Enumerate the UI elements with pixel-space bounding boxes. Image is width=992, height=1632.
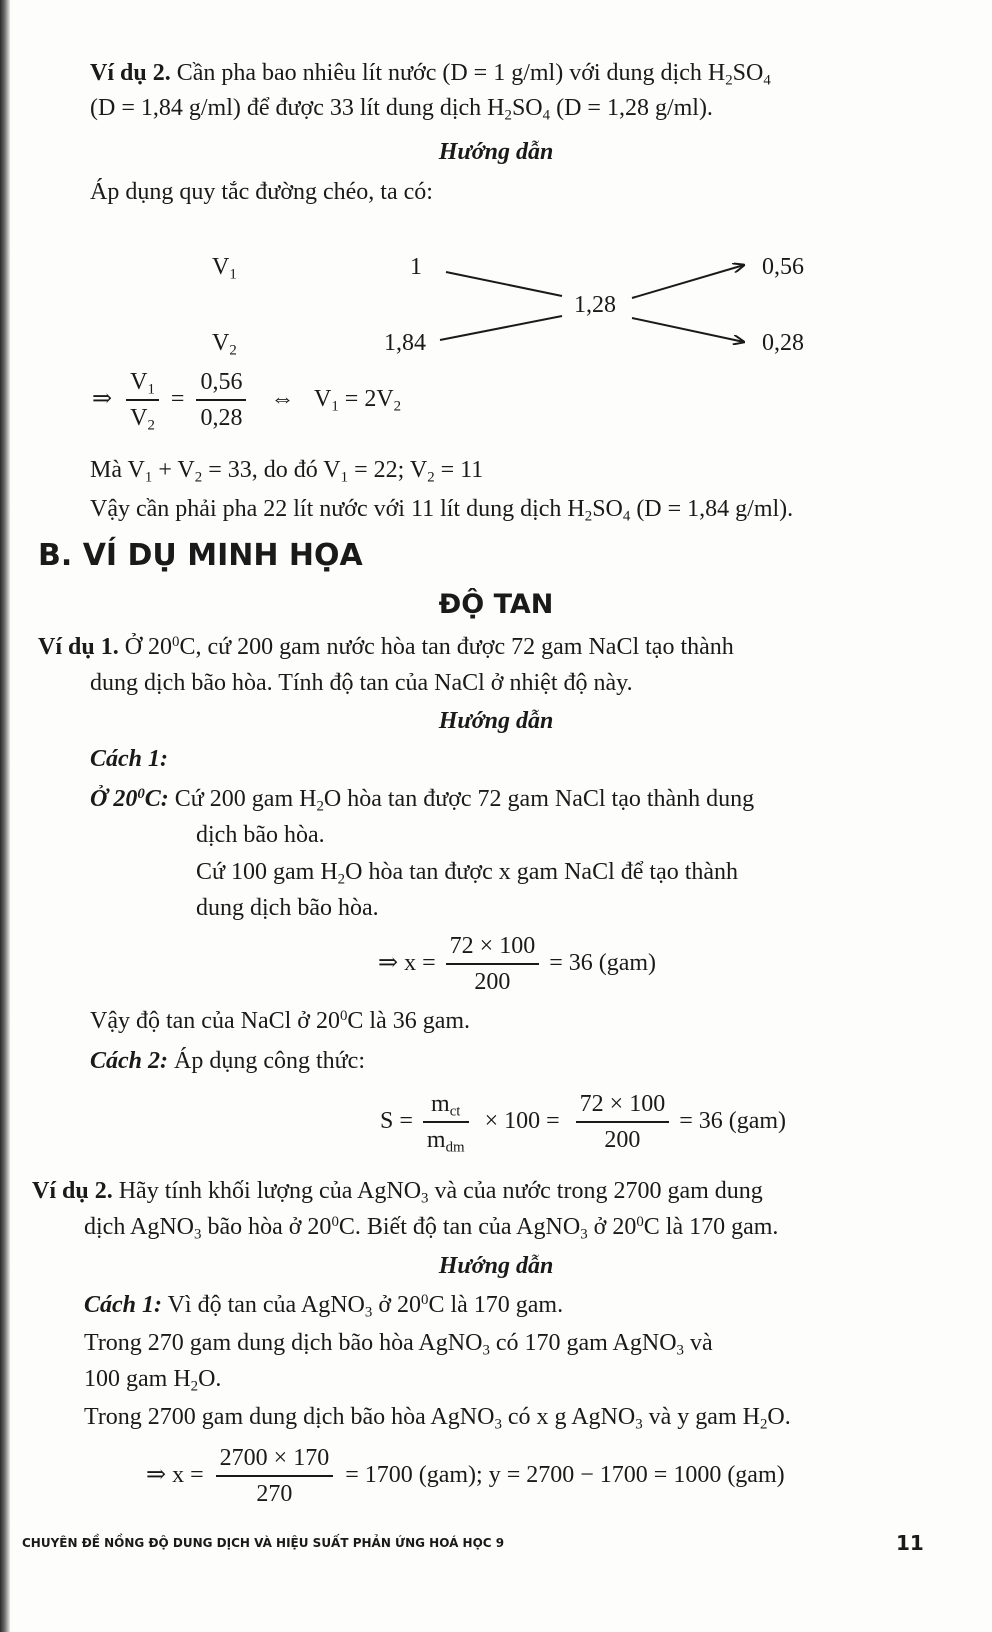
ex2-100-gam-line: 100 gam $H_2O$. [84, 1366, 222, 1395]
diagram-arrow-bottom-right [632, 318, 744, 342]
example-1-question-line-2: dung dịch bão hòa. Tính độ tan của NaCl ở nhiệt độ này. [90, 670, 633, 696]
ex1-at-20c-line: Ở $20^0C$: Cứ 200 gam $H_2O$ hòa tan được 72 gam NaCl tạo thành dung [90, 785, 755, 815]
diagram-bottom-left-value: 1,84 [384, 330, 426, 356]
page-number: 11 [896, 1531, 924, 1555]
huong-dan-heading-2: Hướng dẫn [438, 1253, 554, 1279]
example-2-question-line-2: (D = 1,84 g/ml) để được 33 lít dung dịch $H_2SO_4$ (D = 1,28 g/ml). [90, 95, 713, 124]
example-1-question-line-1: Ví dụ 1. Ở $20^0C$, cứ 200 gam nước hòa tan được 72 gam NaCl tạo thành [38, 633, 734, 660]
ex1-conclusion: Vậy độ tan của NaCl ở $20^0C$ là 36 gam. [90, 1007, 471, 1034]
diagram-arrow-top-right [632, 265, 744, 298]
diagram-bottom-right-value: 0,28 [762, 330, 804, 356]
cach-2-line: Cách 2: Áp dụng công thức: [90, 1048, 365, 1074]
huong-dan-heading-1: Hướng dẫn [438, 708, 554, 734]
ex1-x-equation: ⇒ x = $\frac{72 \times 100}{200}$ = 36 (gam) [378, 933, 657, 996]
diagram-line-bottom-left [440, 316, 562, 340]
diagram-v2: $V_2$ [212, 330, 237, 359]
ex2-trong-270-line: Trong 270 gam dung dịch bão hòa AgNO$_3$ có 170 gam AgNO$_3$ và [84, 1330, 713, 1359]
example-2b-question-line-1: Ví dụ 2. Hãy tính khối lượng của AgNO$_3$ và của nước trong 2700 gam dung [32, 1178, 763, 1207]
diagram-v1: $V_1$ [212, 254, 237, 283]
ex1-line-bao-hoa-1: dịch bão hòa. [196, 822, 325, 848]
diagram-top-left-value: 1 [410, 254, 422, 280]
example-2b-question-line-2: dịch AgNO$_3$ bão hòa ở $20^0C$. Biết độ tan của AgNO$_3$ ở $20^0C$ là 170 gam. [84, 1213, 779, 1243]
diagram-line-top-left [446, 272, 562, 296]
diagram-top-right-value: 0,56 [762, 254, 804, 280]
conclusion-line: Vậy cần phải pha 22 lít nước với 11 lít dung dịch $H_2SO_4$ (D = 1,84 g/ml). [90, 496, 794, 525]
diagonal-rule-intro: Áp dụng quy tắc đường chéo, ta có: [90, 179, 433, 205]
diagram-center-value: 1,28 [574, 292, 616, 318]
example-2-question-line-1: Ví dụ 2. Cần pha bao nhiêu lít nước (D = 1 g/ml) với dung dịch $H_2SO_4$ [90, 60, 771, 89]
ex1-line-bao-hoa-2: dung dịch bão hòa. [196, 895, 379, 921]
running-footer: CHUYÊN ĐỀ NỒNG ĐỘ DUNG DỊCH VÀ HIỆU SUẤT PHẢN ỨNG HOÁ HỌC 9 [22, 1536, 505, 1550]
ex1-line-100-gam: Cứ 100 gam $H_2O$ hòa tan được x gam NaCl để tạo thành [196, 859, 739, 888]
cach-1-label: Cách 1: [90, 746, 168, 772]
ex2-x-equation: ⇒ x = $\frac{2700 \times 170}{270}$ = 1700 (gam); y = 2700 − 1700 = 1000 (gam) [146, 1445, 785, 1508]
ratio-equation: ⇒ $\frac{V_1}{V_2}$ = $\frac{0,56}{0,28}$ ⇔ $V_1 = 2V_2$ [92, 369, 402, 434]
section-b-title: B. VÍ DỤ MINH HỌA [38, 538, 363, 573]
diagonal-diagram-lines [0, 0, 992, 420]
huong-dan-heading: Hướng dẫn [438, 139, 554, 165]
ex2-cach-1-line: Cách 1: Vì độ tan của AgNO$_3$ ở $20^0C$ là 170 gam. [84, 1291, 564, 1321]
solubility-formula: S = $\frac{m_{ct}}{m_{dm}}$ × 100 = $\frac{72 \times 100}{200}$ = 36 (gam) [380, 1091, 787, 1156]
ex2-trong-2700-line: Trong 2700 gam dung dịch bão hòa AgNO$_3$ có x g AgNO$_3$ và y gam $H_2O$. [84, 1404, 791, 1433]
sum-line: Mà $V_1 + V_2 = 33$, do đó $V_1 = 22$; $V_2 = 11$ [90, 457, 484, 486]
do-tan-heading: ĐỘ TAN [438, 589, 554, 620]
